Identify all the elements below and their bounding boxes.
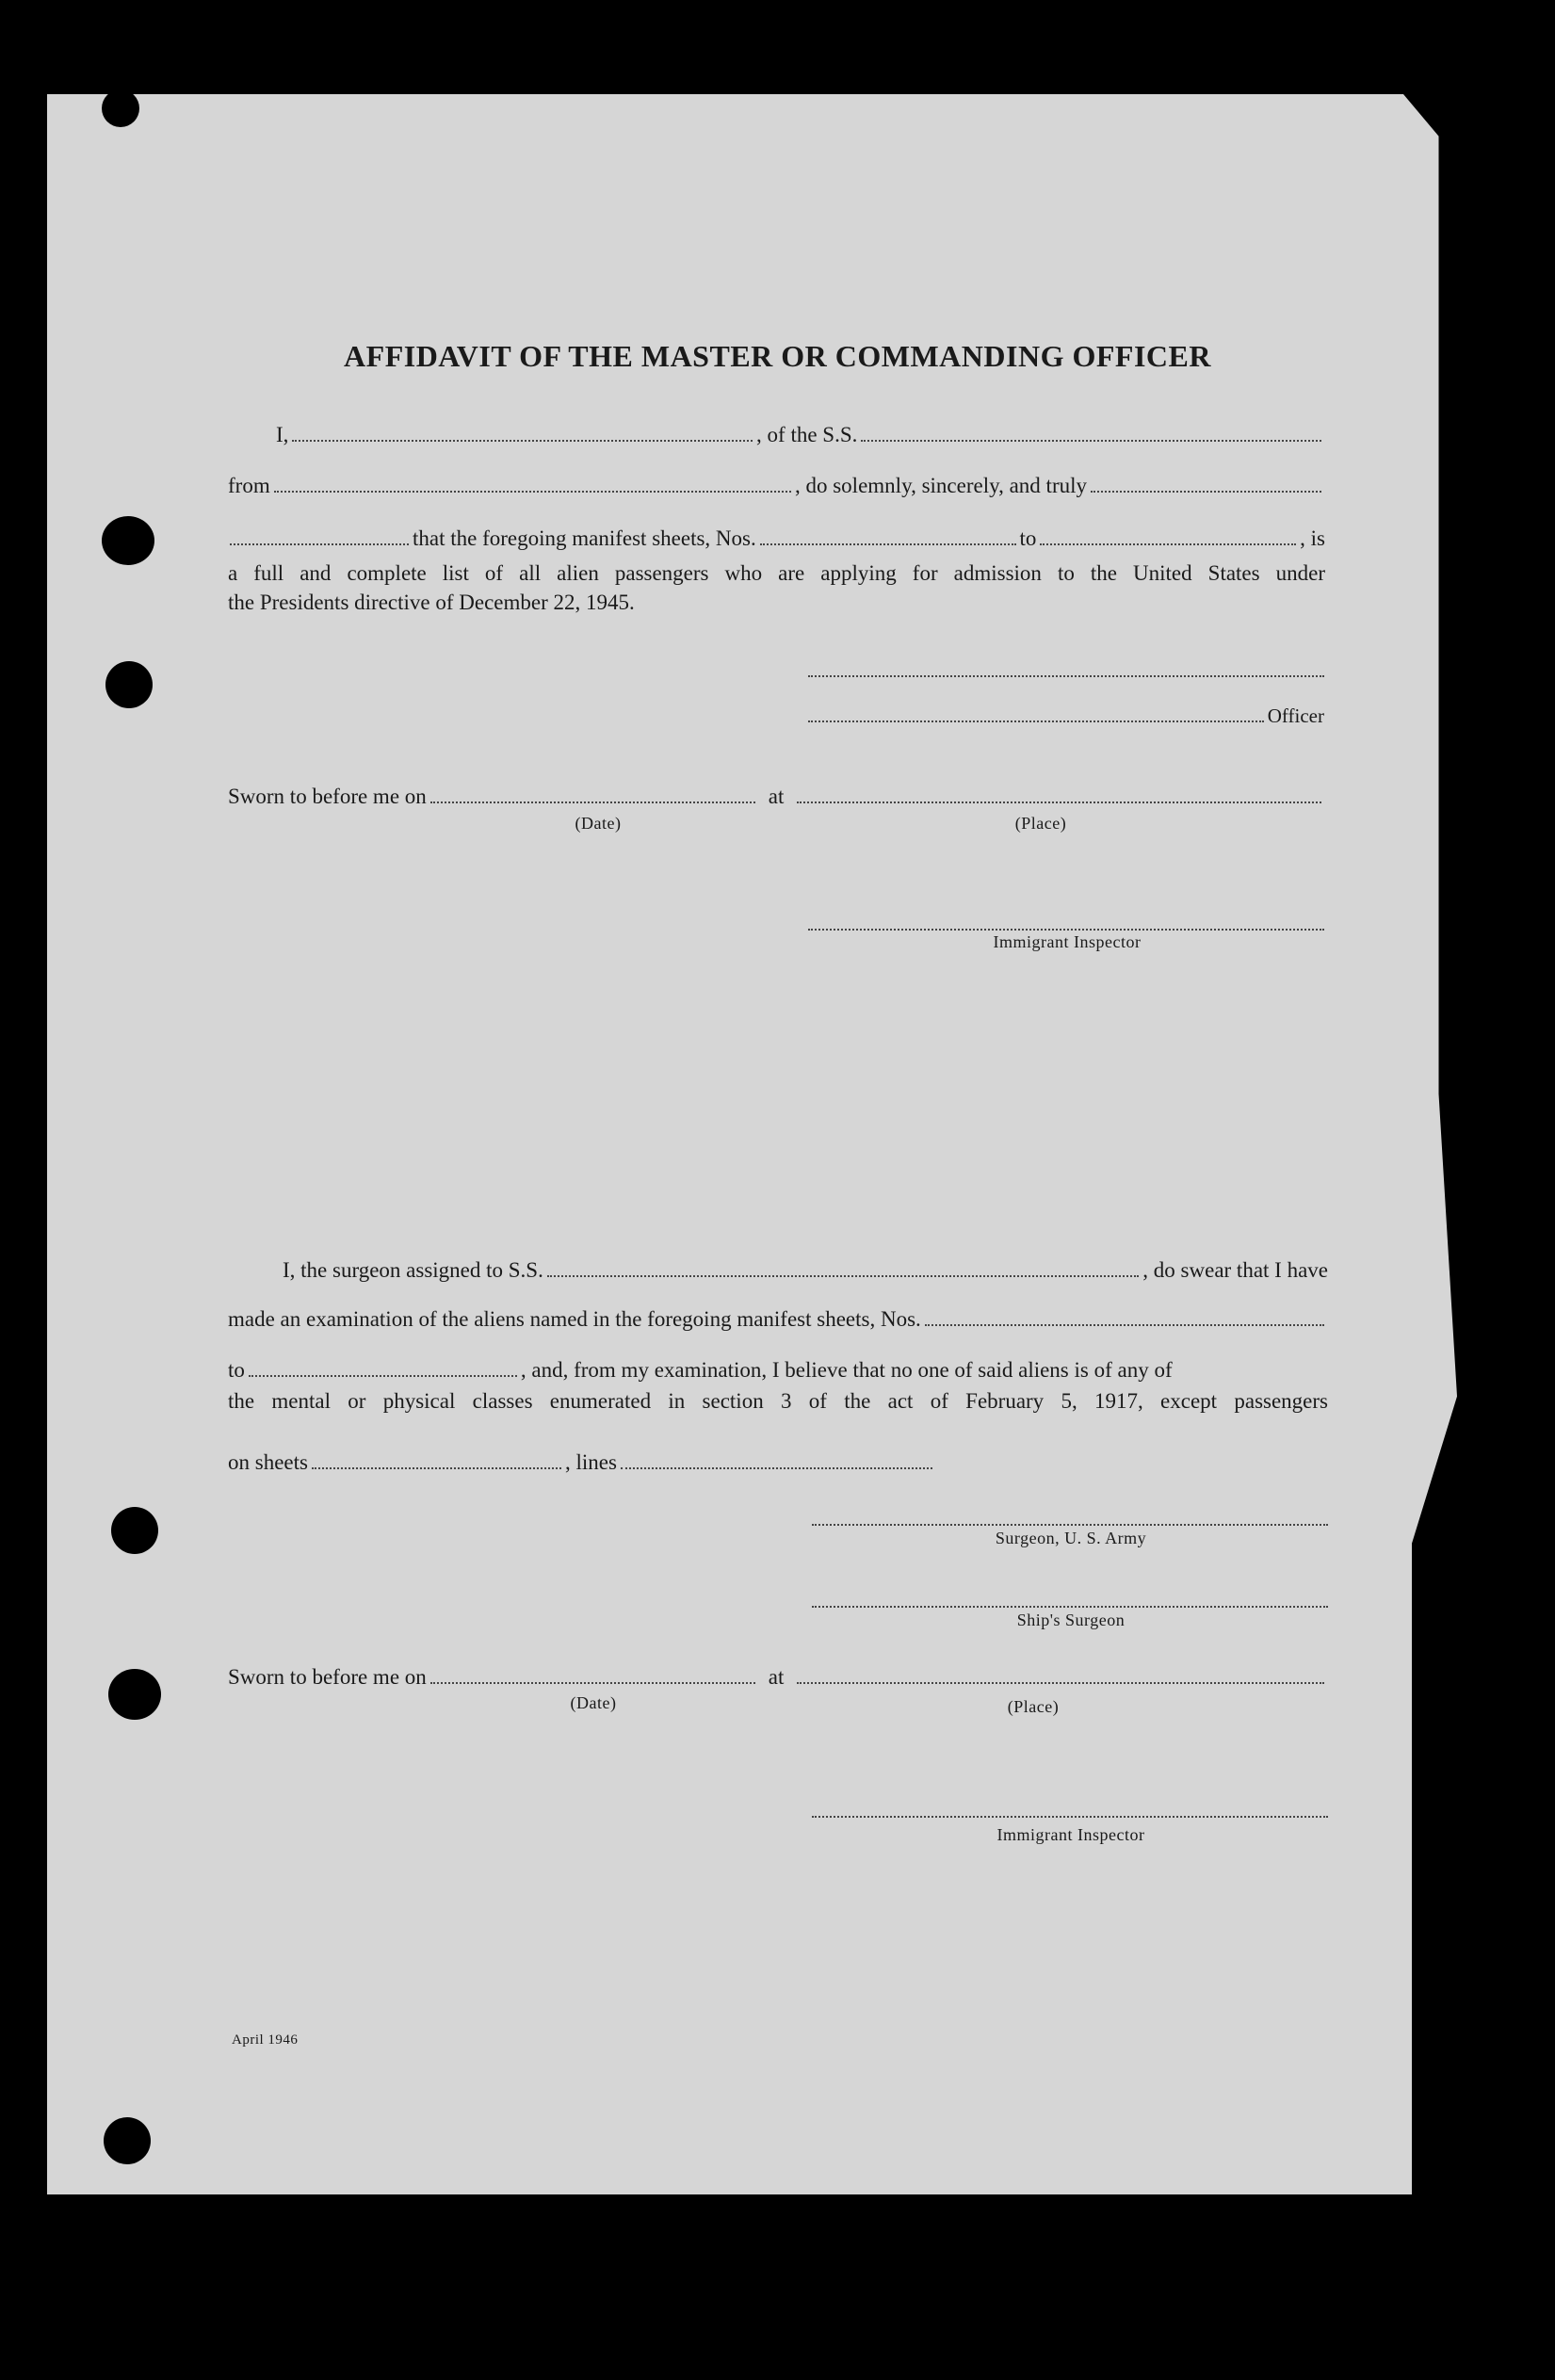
inspector-signature-field-1[interactable]: [808, 928, 1324, 931]
sworn-date-field-1[interactable]: [430, 801, 755, 803]
to-label: to: [1019, 526, 1037, 550]
master-signature-field[interactable]: [808, 674, 1324, 677]
solemnly-label: , do solemnly, sincerely, and truly: [794, 474, 1087, 497]
ship-surgeon-signature-field[interactable]: [812, 1605, 1328, 1608]
punch-hole: [102, 516, 154, 565]
sheet-from-field[interactable]: [760, 542, 1016, 545]
master-name-field[interactable]: [292, 439, 753, 442]
sworn-place-field-2[interactable]: [797, 1681, 1324, 1684]
i-label: I,: [276, 423, 289, 446]
date-caption-1: (Date): [575, 814, 622, 833]
army-surgeon-caption: Surgeon, U. S. Army: [995, 1529, 1147, 1547]
from-label: from: [228, 474, 270, 497]
surgeon-ship-field[interactable]: [547, 1274, 1139, 1277]
master-line-1: [276, 423, 1325, 447]
surgeon-line-5: [228, 1450, 936, 1475]
oath-type-field[interactable]: [1091, 490, 1321, 493]
place-caption-2: (Place): [1007, 1697, 1060, 1716]
master-line-3: [226, 526, 1325, 551]
sworn-label-2: Sworn to before me on: [228, 1665, 427, 1689]
punch-hole: [108, 1669, 161, 1720]
examination-label: made an examination of the aliens named in the foregoing manifest sheets, Nos.: [228, 1307, 921, 1331]
sworn-label-1: Sworn to before me on: [228, 785, 427, 808]
on-sheets-label: on sheets: [228, 1450, 308, 1474]
punch-hole: [104, 2117, 151, 2164]
inspector-caption-2: Immigrant Inspector: [996, 1825, 1145, 1844]
surgeon-line-2: [228, 1307, 1328, 1332]
surgeon-line-3: [228, 1358, 1328, 1383]
sworn-line-2: [228, 1665, 1328, 1690]
foregoing-label: that the foregoing manifest sheets, Nos.: [413, 526, 756, 550]
surgeon-sheet-from-field[interactable]: [925, 1323, 1324, 1326]
officer-title-field[interactable]: [808, 720, 1264, 722]
officer-label: Officer: [1267, 704, 1324, 727]
is-label: , is: [1300, 526, 1325, 550]
ship-name-field[interactable]: [861, 439, 1321, 442]
surgeon-line-1: [283, 1258, 1328, 1283]
punch-hole: [105, 661, 153, 708]
army-surgeon-signature-field[interactable]: [812, 1523, 1328, 1526]
place-caption-1: (Place): [1014, 814, 1067, 833]
inspector-signature-field-2[interactable]: [812, 1815, 1328, 1818]
form-page: [47, 94, 1460, 2194]
except-sheets-field[interactable]: [312, 1466, 561, 1469]
lines-label: , lines: [564, 1450, 617, 1474]
examination-result-label: , and, from my examination, I believe that no one of said aliens is of any of: [520, 1358, 1173, 1382]
punch-hole: [102, 89, 139, 127]
sworn-place-field-1[interactable]: [797, 801, 1321, 803]
sworn-line-1: [228, 785, 1325, 809]
at-label-1: at: [768, 785, 785, 808]
inspector-caption-1: Immigrant Inspector: [993, 932, 1142, 951]
officer-line: [808, 704, 1324, 728]
oath-type-cont-field[interactable]: [230, 542, 409, 545]
from-port-field[interactable]: [274, 490, 791, 493]
do-swear-label: , do swear that I have: [1142, 1258, 1328, 1282]
surgeon-sheet-to-field[interactable]: [249, 1374, 517, 1377]
of-ss-label: , of the S.S.: [756, 423, 858, 446]
date-caption-2: (Date): [570, 1693, 617, 1712]
form-revision-date: April 1946: [232, 2032, 299, 2048]
punch-hole: [111, 1507, 158, 1554]
surgeon-to-label: to: [228, 1358, 245, 1382]
sheet-to-field[interactable]: [1040, 542, 1296, 545]
surgeon-line-4: the mental or physical classes enumerated in section 3 of the act of February 5, 1917, except passengers: [228, 1389, 1328, 1413]
form-title: AFFIDAVIT OF THE MASTER OR COMMANDING OFFICER: [344, 339, 1211, 373]
surgeon-assigned-label: I, the surgeon assigned to S.S.: [283, 1258, 543, 1282]
at-label-2: at: [768, 1665, 785, 1689]
except-lines-field[interactable]: [621, 1466, 932, 1469]
master-line-2: [228, 474, 1325, 498]
sworn-date-field-2[interactable]: [430, 1681, 755, 1684]
master-paragraph-line-2: a full and complete list of all alien passengers who are applying for admission to the United States under: [228, 561, 1325, 585]
master-paragraph-line-3: the Presidents directive of December 22, 1945.: [228, 591, 635, 614]
ship-surgeon-caption: Ship's Surgeon: [1016, 1611, 1126, 1629]
